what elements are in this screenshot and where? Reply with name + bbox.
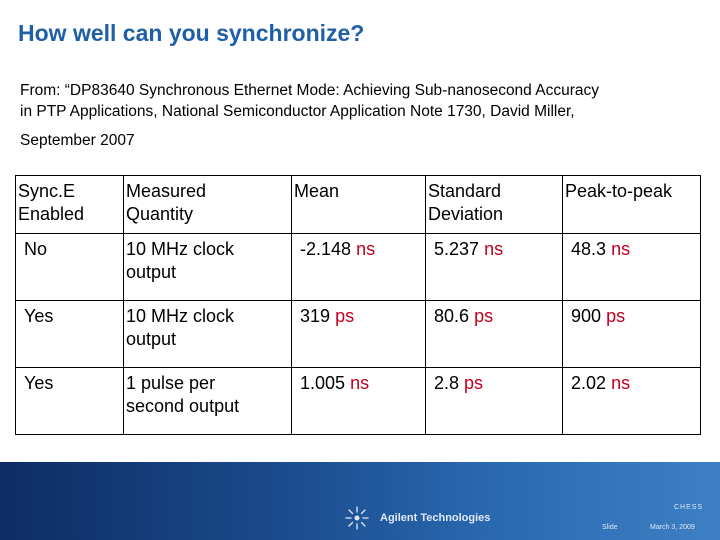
cell-peak-to-peak: 48.3 ns	[563, 234, 701, 301]
cell-mean: 1.005 ns	[292, 368, 426, 435]
footer-slide-label: Slide	[602, 524, 618, 531]
brand-name: Agilent Technologies	[380, 512, 491, 524]
table-row	[16, 368, 701, 435]
cell-std-dev: 80.6 ps	[426, 301, 563, 368]
citation-line-1: From: “DP83640 Synchronous Ethernet Mode: Achieving Sub-nanosecond Accuracy	[20, 82, 599, 99]
footer-date: March 3, 2009	[650, 524, 695, 531]
cell-std-dev: 5.237 ns	[426, 234, 563, 301]
source-citation	[20, 80, 710, 151]
cell-quantity: 10 MHz clock output	[124, 234, 292, 301]
cell-peak-to-peak: 900 ps	[563, 301, 701, 368]
cell-quantity: 10 MHz clock output	[124, 301, 292, 368]
cell-quantity: 1 pulse per second output	[124, 368, 292, 435]
table-row	[16, 301, 701, 368]
header-peak-to-peak: Peak-to-peak	[563, 176, 701, 234]
header-measured-quantity: Measured Quantity	[124, 176, 292, 234]
table-row	[16, 234, 701, 301]
header-standard-deviation: Standard Deviation	[426, 176, 563, 234]
citation-date: September 2007	[20, 132, 135, 149]
footer-chess-label: CHESS	[674, 504, 704, 511]
slide-title: How well can you synchronize?	[18, 20, 365, 46]
footer-bar	[0, 462, 720, 540]
citation-line-2: in PTP Applications, National Semiconductor Application Note 1730, David Miller,	[20, 103, 575, 120]
table-header-row	[16, 176, 701, 234]
header-sync-enabled: Sync.E Enabled	[16, 176, 124, 234]
cell-enabled: Yes	[16, 301, 124, 368]
cell-enabled: Yes	[16, 368, 124, 435]
cell-std-dev: 2.8 ps	[426, 368, 563, 435]
cell-mean: 319 ps	[292, 301, 426, 368]
cell-mean: -2.148 ns	[292, 234, 426, 301]
header-mean: Mean	[292, 176, 426, 234]
results-table	[15, 175, 701, 435]
cell-enabled: No	[16, 234, 124, 301]
cell-peak-to-peak: 2.02 ns	[563, 368, 701, 435]
agilent-spark-icon	[345, 506, 369, 530]
